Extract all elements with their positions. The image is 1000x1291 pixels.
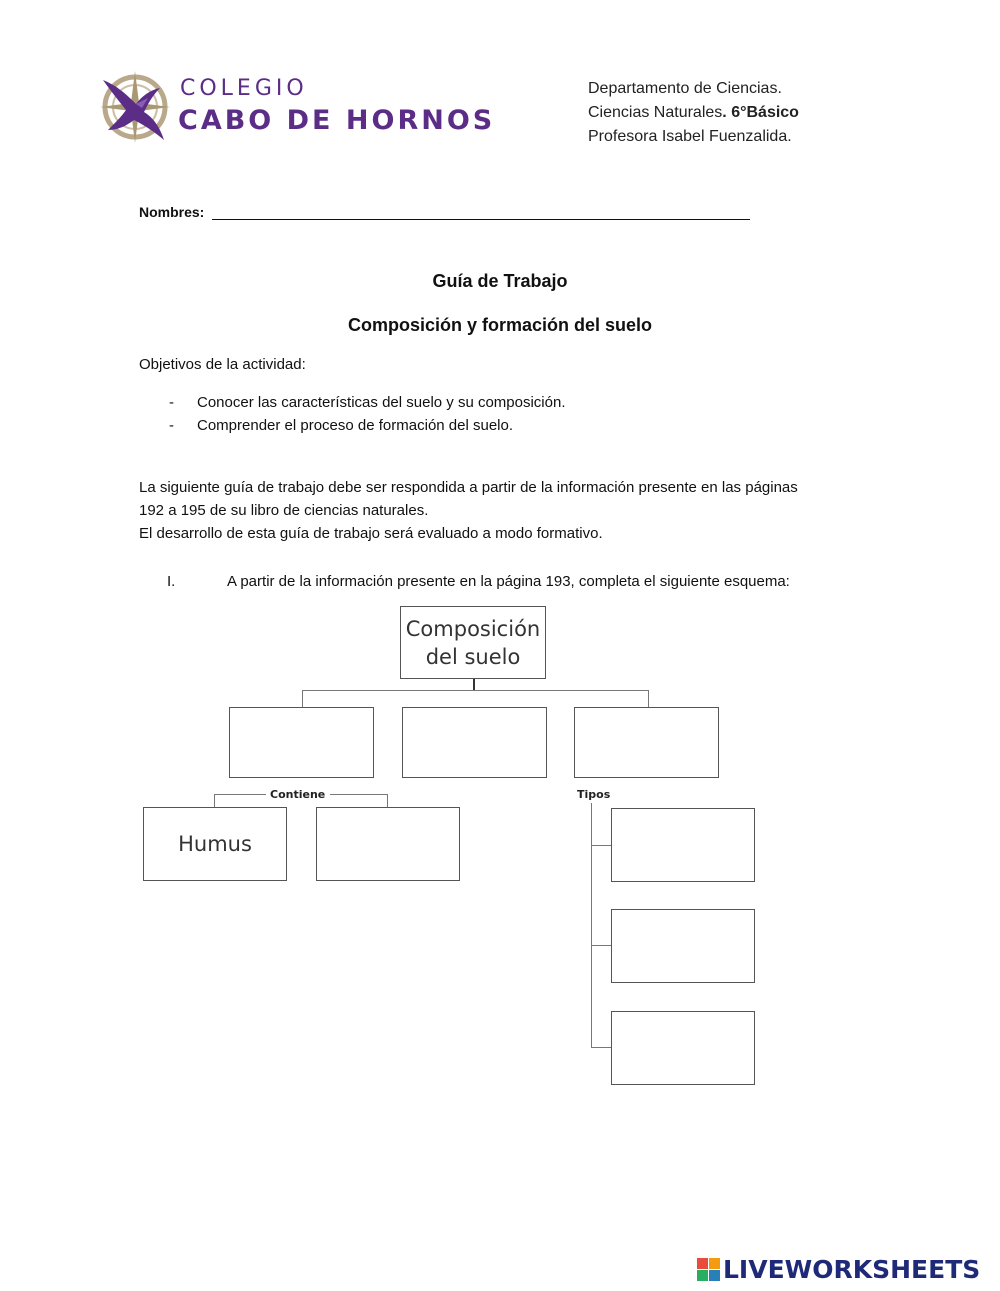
bullet-1: - [169,394,174,411]
school-logo-icon [98,68,173,151]
liveworksheets-text: LIVEWORKSHEETS [723,1255,981,1284]
contiene-label: Contiene [270,788,326,801]
root-label-line1: Composición [405,616,541,641]
department-text: Departamento de Ciencias. [588,80,782,97]
page-subtitle: Composición y formación del suelo [347,315,653,335]
instructions-line-3: El desarrollo de esta guía de trabajo será evaluado a modo formativo. [139,525,603,542]
teacher-text: Profesora Isabel Fuenzalida. [588,128,792,145]
connector-left [302,690,303,707]
page-title: Guía de Trabajo [432,271,568,291]
answer-box-5[interactable] [611,808,755,882]
answer-box-3[interactable] [574,707,719,778]
section-instruction: A partir de la información presente en la página 193, completa el siguiente esquema: [227,573,790,590]
level1-connector [302,690,648,691]
liveworksheets-logo-icon [697,1258,720,1281]
names-input-line[interactable] [212,205,750,220]
tipos-branch-3 [591,1047,611,1048]
diagram-root-box [400,606,546,679]
humus-box: Humus [143,807,287,881]
subject-line [588,104,799,122]
school-name-line2: CABO DE HORNOS [178,105,496,136]
contiene-connector-right [330,794,387,795]
names-label: Nombres: [139,204,205,220]
subject-text: Ciencias Naturales [588,104,723,121]
objectives-label: Objetivos de la actividad: [139,356,306,373]
contiene-drop-left [214,794,215,807]
subject-dot: . [722,104,727,121]
objective-item-2: Comprender el proceso de formación del suelo. [197,417,514,434]
instructions-line-2: 192 a 195 de su libro de ciencias naturales. [139,502,429,519]
section-number: I. [167,573,176,590]
contiene-connector-left [214,794,266,795]
school-name-line1: COLEGIO [180,76,308,101]
answer-box-1[interactable] [229,707,374,778]
tipos-branch-1 [591,845,611,846]
objective-item-1: Conocer las características del suelo y su composición. [197,394,566,411]
tipos-trunk [591,803,592,1047]
connector-right [648,690,649,707]
tipos-label: Tipos [577,788,611,801]
root-label-line2: del suelo [425,644,521,669]
names-field [139,204,750,220]
instructions-line-1: La siguiente guía de trabajo debe ser respondida a partir de la información presente en las páginas [139,479,798,496]
answer-box-6[interactable] [611,909,755,983]
liveworksheets-brand [697,1255,980,1284]
grade-text: 6°Básico [731,104,799,121]
answer-box-4[interactable] [316,807,460,881]
bullet-2: - [169,417,174,434]
answer-box-7[interactable] [611,1011,755,1085]
tipos-branch-2 [591,945,611,946]
contiene-drop-right [387,794,388,807]
answer-box-2[interactable] [402,707,547,778]
